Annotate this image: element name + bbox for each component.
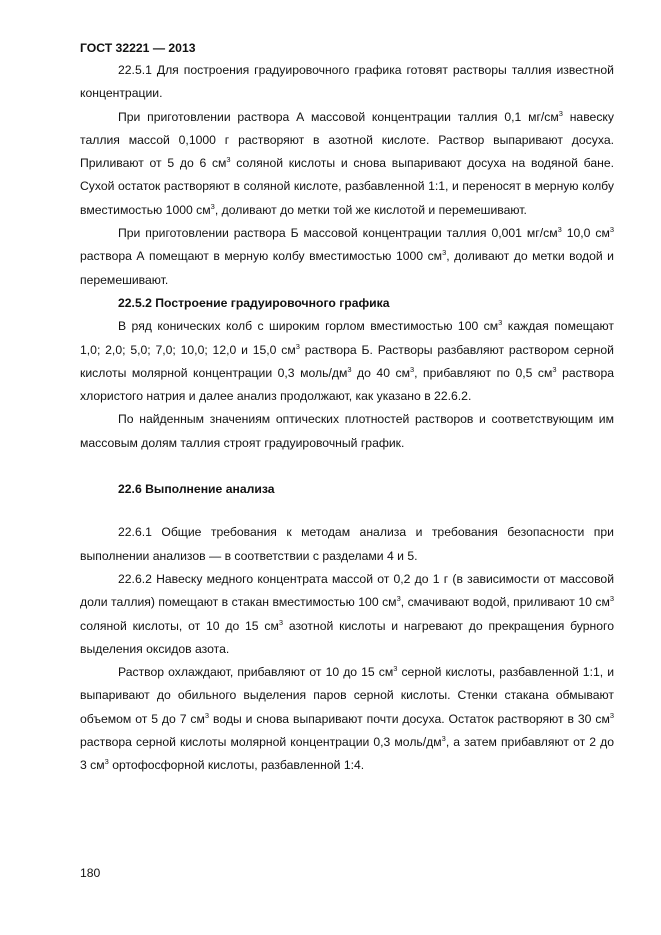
superscript: 3	[498, 318, 503, 328]
heading-22-5-2: 22.5.2 Построение градуировочного графика	[118, 295, 390, 310]
text-run: азотной кислоты и нагревают до прекращения бурного выделения оксидов азота.	[80, 618, 615, 656]
paragraph-calibration-procedure	[80, 315, 614, 408]
superscript: 3	[226, 155, 231, 165]
text-run: раствора хлористого натрия и далее анализ продолжают, как указано в 22.6.2.	[80, 365, 614, 404]
text-run: Раствор охлаждают, прибавляют от 10 до 15 см	[118, 665, 394, 680]
superscript: 3	[295, 341, 300, 351]
document-header: ГОСТ 32221 — 2013	[80, 41, 196, 55]
text-run: раствора А помещают в мерную колбу вместимостью 1000 см	[80, 249, 443, 264]
superscript: 3	[557, 225, 562, 235]
text-run: В ряд конических колб с широким горлом вместимостью 100 см	[118, 319, 499, 334]
text-run: , а затем прибавляют от 2 до 3 см	[80, 735, 614, 773]
document-body	[80, 59, 614, 778]
superscript: 3	[396, 594, 401, 604]
superscript: 3	[347, 364, 352, 374]
text-run: воды и снова выпаривают почти досуха. Остаток растворяют в 30 см	[209, 711, 610, 726]
superscript: 3	[609, 594, 614, 604]
document-page	[80, 0, 614, 935]
text-run: раствора серной кислоты молярной концентрации 0,3 моль/дм	[80, 735, 442, 750]
text-run: соляной кислоты, от 10 до 15 см	[80, 618, 279, 633]
text-run: ортофосфорной кислоты, разбавленной 1:4.	[108, 758, 365, 773]
text-run: , смачивают водой, приливают 10 см	[400, 595, 610, 610]
superscript: 3	[278, 617, 284, 627]
text-run: навеску таллия массой 0,1000 г растворяют в азотной кислоте. Раствор выпаривают досуха. Приливают от 5 до 6 см	[80, 109, 614, 171]
paragraph-22-6-1: 22.6.1 Общие требования к методам анализа и требования безопасности при выполнении анализов — в соответствии с разделами 4 и 5.	[80, 525, 614, 563]
superscript: 3	[409, 364, 415, 374]
superscript: 3	[609, 225, 614, 235]
paragraph-cooling	[80, 661, 614, 777]
text-run: 10,0 см	[561, 226, 610, 241]
text-run: При приготовлении раствора А массовой концентрации таллия 0,1 мг/см	[118, 109, 559, 124]
text-run: каждая помещают 1,0; 2,0; 5,0; 7,0; 10,0; 12,0 и 15,0 см	[80, 319, 614, 357]
text-run: , доливают до метки той же кислотой и перемешивают.	[214, 202, 527, 217]
text-run: При приготовлении раствора Б массовой концентрации таллия 0,001 мг/см	[118, 226, 558, 241]
superscript: 3	[609, 710, 615, 720]
superscript: 3	[441, 734, 446, 744]
superscript: 3	[204, 710, 210, 720]
text-run: до 40 см	[351, 365, 410, 380]
superscript: 3	[104, 757, 109, 767]
paragraph-22-6-2	[80, 568, 614, 661]
text-run: раствора Б. Растворы разбавляют раствором серной кислоты молярной концентрации 0,3 моль/дм	[80, 342, 614, 380]
paragraph-22-5-1: 22.5.1 Для построения градуировочного графика готовят растворы таллия известной концентрации.	[80, 63, 614, 101]
superscript: 3	[393, 664, 398, 674]
text-run: , доливают до метки водой и перемешивают.	[80, 249, 614, 287]
text-run: серной кислоты, разбавленной 1:1, и выпаривают до обильного выделения паров серной кислоты. Стенки стакана обмывают объемом от 5 до 7 см	[80, 665, 614, 726]
heading-22-6: 22.6 Выполнение анализа	[118, 482, 275, 497]
text-run: , прибавляют по 0,5 см	[414, 365, 553, 380]
superscript: 3	[552, 364, 557, 374]
page-number: 180	[80, 866, 101, 880]
text-run: соляной кислоты и снова выпаривают досуха на водяной бане. Сухой остаток растворяют в соляной кислоте, разбавленной 1:1, и переносят в мерную колбу вместимостью 1000 см	[80, 156, 614, 217]
superscript: 3	[442, 248, 447, 258]
paragraph-solution-a	[80, 106, 614, 222]
text-run: 22.6.2 Навеску медного концентрата массой от 0,2 до 1 г (в зависимости от массовой доли таллия) помещают в стакан вместимостью 100 см	[80, 571, 614, 610]
superscript: 3	[210, 201, 215, 211]
superscript: 3	[558, 108, 563, 118]
paragraph-solution-b	[80, 222, 614, 292]
paragraph-calibration-graph: По найденным значениям оптических плотностей растворов и соответствующим им массовым долям таллия строят градуировочный график.	[80, 412, 614, 450]
